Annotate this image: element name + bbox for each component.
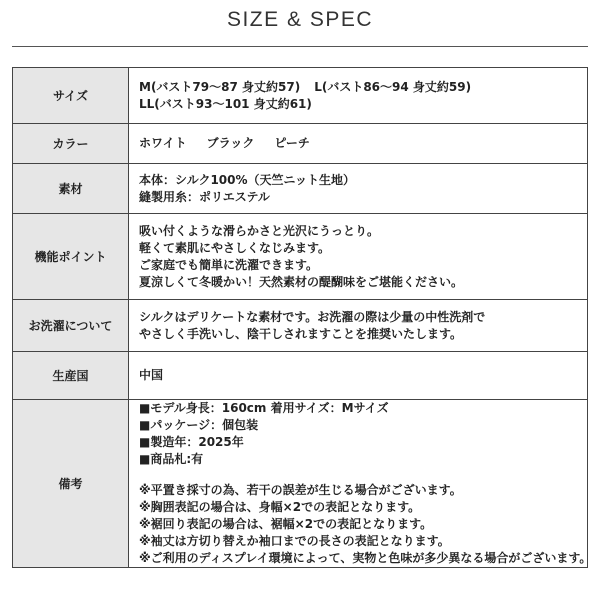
size-line-1: [139, 79, 587, 96]
color-value: [129, 124, 588, 164]
notes-disclaimer-line: ※ご利用のディスプレイ環境によって、実物と色味が多少異なる場合がございます。: [139, 551, 592, 565]
title-divider: [12, 46, 588, 47]
washing-value: [129, 300, 588, 352]
size-m: M(バスト79～87 身丈約57): [139, 79, 301, 94]
features-value: [129, 214, 588, 300]
washing-row: [13, 300, 588, 352]
notes-value: [129, 400, 592, 568]
notes-disclaimer-line: ※裾回り表記の場合は、裾幅×2での表記となります。: [139, 517, 433, 531]
features-label: 機能ポイント: [13, 214, 129, 300]
color-white: ホワイト: [139, 136, 187, 150]
notes-spacer: [139, 468, 587, 482]
color-label: カラー: [13, 124, 129, 164]
notes-disclaimer-line: ※平置き採寸の為、若干の誤差が生じる場合がございます。: [139, 483, 462, 497]
size-label: サイズ: [13, 68, 129, 124]
material-value: [129, 164, 588, 214]
size-l: L(バスト86～94 身丈約59): [314, 79, 472, 94]
notes-spec-line: ■パッケージ：個包装: [139, 418, 259, 432]
color-black: ブラック: [206, 136, 255, 150]
features-line: 吸い付くような滑らかさと光沢にうっとり。: [139, 223, 380, 238]
page-title: SIZE & SPEC: [226, 8, 374, 31]
size-value: [129, 68, 588, 124]
material-label: 素材: [13, 164, 129, 214]
notes-spec-line: ■製造年：2025年: [139, 435, 244, 449]
size-row: [13, 68, 588, 124]
spec-table: [12, 67, 592, 568]
washing-line: やさしく手洗いし、陰干しされますことを推奨いたします。: [139, 326, 463, 341]
notes-spec-line: ■モデル身長：160cm 着用サイズ：Mサイズ: [139, 401, 389, 415]
features-row: [13, 214, 588, 300]
notes-label: 備考: [13, 400, 129, 568]
material-line: 本体：シルク100%（天竺ニット生地）: [139, 172, 356, 187]
notes-disclaimer-line: ※胸囲表記の場合は、身幅×2での表記となります。: [139, 500, 421, 514]
features-line: ご家庭でも簡単に洗濯できます。: [139, 257, 319, 272]
features-line: 軽くて素肌にやさしくなじみます。: [139, 240, 331, 255]
washing-label: お洗濯について: [13, 300, 129, 352]
origin-value: 中国: [129, 352, 588, 400]
origin-label: 生産国: [13, 352, 129, 400]
notes-disclaimer-line: ※袖丈は方切り替えか袖口までの長さの表記となります。: [139, 534, 450, 548]
material-row: [13, 164, 588, 214]
color-row: [13, 124, 588, 164]
origin-row: [13, 352, 588, 400]
material-line: 縫製用糸：ポリエステル: [139, 189, 270, 204]
washing-line: シルクはデリケートな素材です。お洗濯の際は少量の中性洗剤で: [139, 309, 486, 324]
size-ll: LL(バスト93～101 身丈約61): [139, 96, 312, 111]
features-line: 夏涼しくて冬暖かい！天然素材の醍醐味をご堪能ください。: [139, 274, 464, 289]
color-peach: ピーチ: [274, 136, 310, 150]
notes-row: [13, 400, 588, 568]
notes-spec-line: ■商品札:有: [139, 452, 204, 466]
